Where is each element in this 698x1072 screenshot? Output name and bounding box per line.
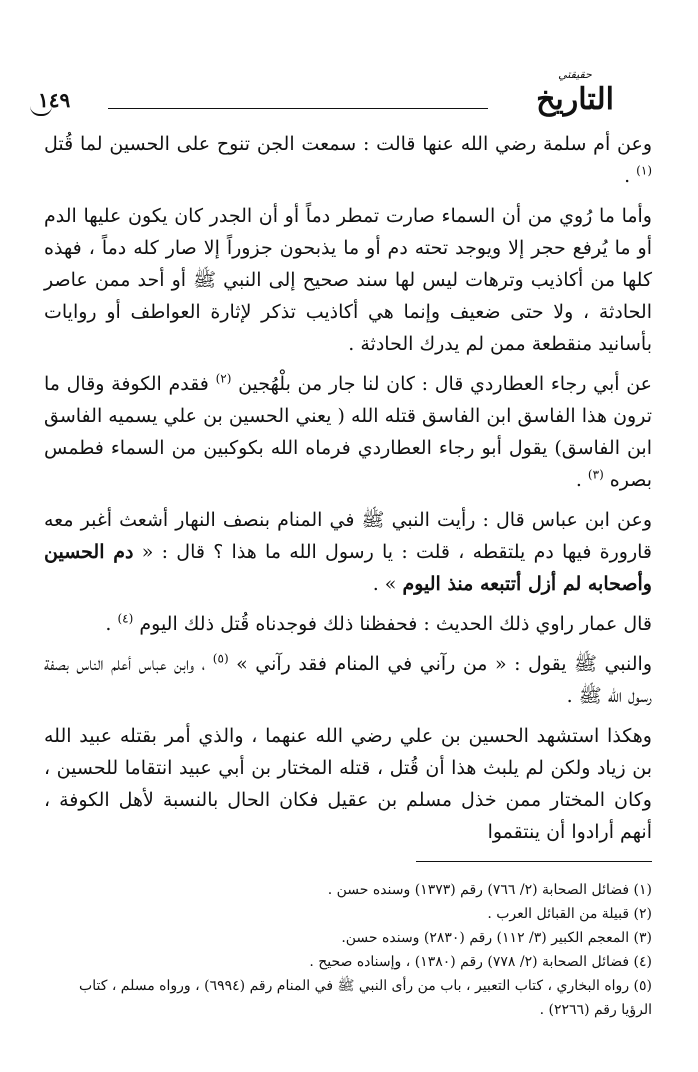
paragraph-ammar — [44, 608, 652, 640]
paragraph-ibn-abbas — [44, 504, 652, 600]
footnotes — [44, 878, 652, 1022]
paragraph-tail: ، وابن عباس أعلم الناس بصفة رسول الله ﷺ . — [44, 653, 652, 707]
paragraph-text: والنبي ﷺ يقول : « من رآني في المنام فقد رآني » — [236, 653, 652, 675]
footnote-ref-3[interactable]: (٣) — [587, 467, 604, 482]
footnote-5: (٥) رواه البخاري ، كتاب التعبير ، باب من رأى النبي ﷺ في المنام رقم (٦٩٩٤) ، ورواه مسلم ، كتاب الرؤيا رقم (٢٢٦٦) . — [79, 978, 652, 1018]
paragraph-text: وأما ما رُوي من أن السماء صارت تمطر دماً أو أن الجدر كان يكون عليها الدم أو ما يُرفع حجر إلا ويوجد تحته دم أو ما يذبحون جزوراً إلا صار كله دماً ، فهذه كلها من أكاذيب وترهات ليس لها سند صحيح إلى النبي ﷺ أو أحد ممن عاصر الحادثة ، ولا حتى ضعيف وإنما هي أكاذيب تذكر لإثارة العواطف أو روايات بأسانيد منقطعة ممن لم يدرك الحادثة . — [44, 205, 652, 355]
paragraph-text: فقدم الكوفة وقال ما ترون هذا الفاسق ابن الفاسق قتله الله ( يعني الحسين بن علي يسميه الفاسق ابن الفاسق) يقول أبو رجاء العطاردي فرماه الله بكوكبين من السماء فطمس بصره — [44, 373, 652, 491]
hadith-quote: دم الحسين وأصحابه لم أزل أتتبعه منذ اليوم — [44, 541, 652, 595]
footnote-ref-5[interactable]: (٥) — [212, 651, 229, 666]
header-rule — [108, 108, 488, 109]
paragraph-tail: . — [105, 613, 112, 635]
paragraph-text: وعن أم سلمة رضي الله عنها قالت : سمعت الجن تنوح على الحسين لما قُتل — [44, 133, 652, 155]
header-flourish — [30, 106, 52, 116]
paragraph-text: عن أبي رجاء العطاردي قال : كان لنا جار من بلْهُجين — [238, 373, 652, 395]
paragraph-text: وعن ابن عباس قال : رأيت النبي ﷺ في المنام بنصف النهار أشعث أغبر معه قارورة فيها دم يلتقطه ، قلت : يا رسول الله ما هذا ؟ قال : « — [44, 509, 652, 563]
paragraph-umm-salama — [44, 128, 652, 192]
paragraph-tail: . — [624, 165, 631, 187]
running-header — [28, 68, 668, 128]
footnote-4: (٤) فضائل الصحابة (٢/ ٧٧٨) رقم (١٣٨٠) ، وإسناده صحيح . — [309, 954, 652, 970]
paragraph-text: وهكذا استشهد الحسين بن علي رضي الله عنهما ، والذي أمر بقتله عبيد الله بن زياد ولكن لم يلبث هذا أن قُتل ، قتله المختار بن أبي عبيد انتقاما للحسين ، وكان المختار ممن خذل مسلم بن عقيل فكان الحال بالنسبة لأهل الكوفة ، أنهم أرادوا أن ينتقموا — [44, 725, 652, 843]
book-title-small: حقيقتي — [558, 68, 592, 81]
book-title-logo — [490, 68, 660, 122]
footnote-ref-4[interactable]: (٤) — [117, 611, 134, 626]
book-title: التاريخ — [536, 82, 614, 117]
footnote-2: (٢) قبيلة من القبائل العرب . — [487, 906, 652, 922]
footnote-separator — [416, 861, 652, 862]
paragraph-text: قال عمار راوي ذلك الحديث : فحفظنا ذلك فوجدناه قُتل ذلك اليوم — [139, 613, 652, 635]
paragraph-tail: . — [575, 469, 582, 491]
page-number: ١٤٩ — [38, 88, 71, 112]
paragraph-abu-raja — [44, 368, 652, 496]
main-text — [44, 128, 652, 856]
footnote-ref-1[interactable]: (١) — [636, 163, 652, 178]
paragraph-prophet-dream — [44, 648, 652, 712]
paragraph-fabrications — [44, 200, 652, 360]
footnote-1: (١) فضائل الصحابة (٢/ ٧٦٦) رقم (١٣٧٣) وسنده حسن . — [327, 882, 652, 898]
footnote-ref-2[interactable]: (٢) — [215, 371, 232, 386]
paragraph-martyrdom — [44, 720, 652, 848]
paragraph-tail: » . — [372, 573, 397, 595]
footnote-3: (٣) المعجم الكبير (٣/ ١١٢) رقم (٢٨٣٠) وسنده حسن. — [341, 930, 652, 946]
